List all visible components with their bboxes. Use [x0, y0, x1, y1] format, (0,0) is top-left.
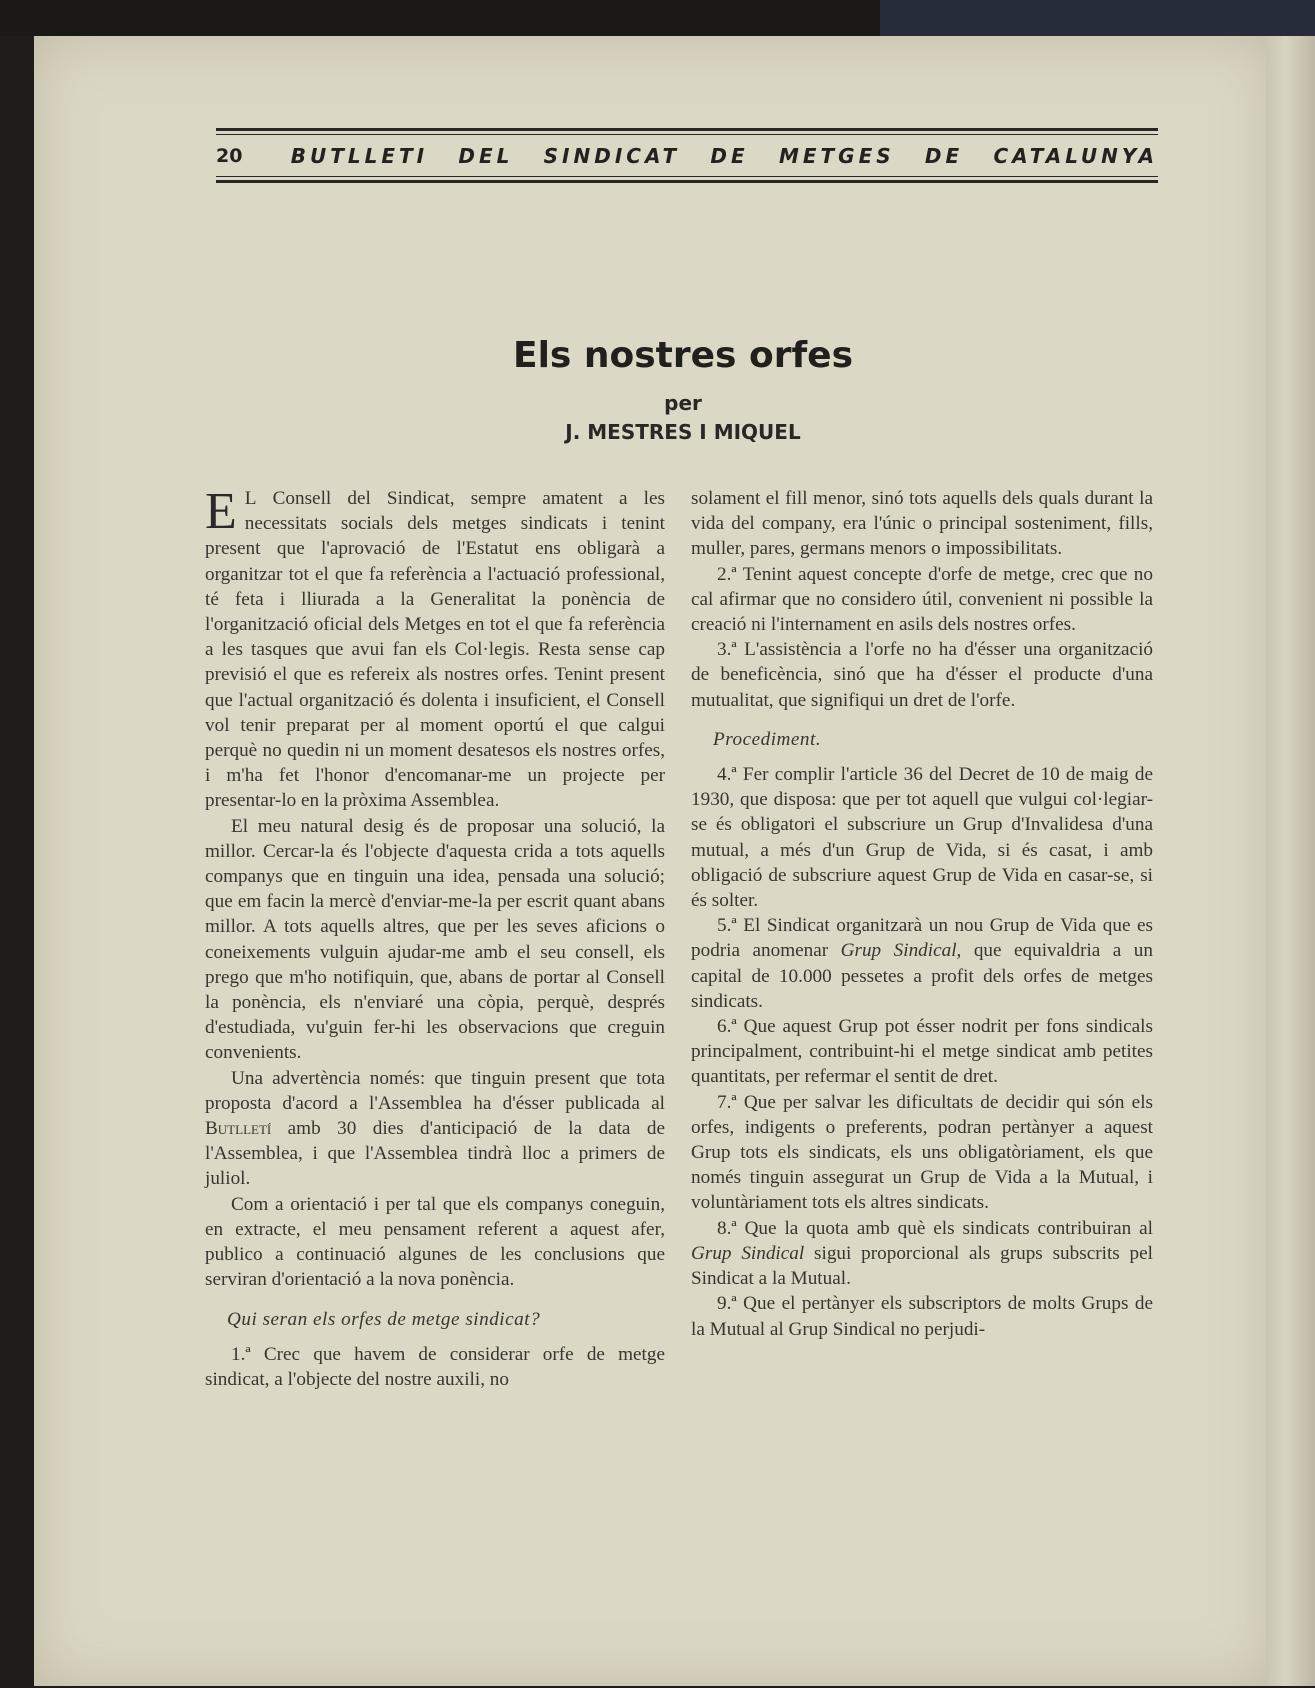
scan-top-border — [0, 0, 1315, 36]
header-word: METGES — [778, 144, 895, 168]
paragraph-text: sigui proporcional als grups subscrits pel Sindicat a la Mutual. — [691, 1242, 1153, 1290]
paragraph: solament el fill menor, sinó tots aquells dels quals durant la vida del company, era l'únic o principal sosteniment, fills, muller, pares, germans menors o impossibilitats. — [691, 488, 1153, 560]
page-number: 20 — [216, 145, 243, 167]
paragraph: 3.ª L'assistència a l'orfe no ha d'ésser una organització de beneficència, sinó que ha d'ésser el producte d'una mutualitat, que signifiqui un dret de l'orfe. — [691, 639, 1153, 711]
left-column — [205, 483, 665, 1392]
article-title: Els nostres orfes — [512, 335, 853, 376]
paragraph: 2.ª Tenint aquest concepte d'orfe de metge, crec que no cal afirmar que no considero útil, convenient ni possible la creació ni l'internament en asils dels nostres orfes. — [691, 563, 1153, 636]
byline-per: per — [664, 391, 702, 415]
butlleti-small-caps: Butlletí — [205, 1118, 272, 1140]
article-author: J. MESTRES I MIQUEL — [565, 420, 801, 444]
paragraph: 4.ª Fer complir l'article 36 del Decret de 10 de maig de 1930, que disposa: que per tot aquell que vulgui col·legiar-se és obligatori el subscriure un Grup d'Invalidesa d'una mutual, a més d'un Grup de Vida, si és casat, i amb obligació de subscriure aquest Grup de Vida en casar-se, si és solter. — [691, 764, 1153, 912]
paragraph: El meu natural desig és de proposar una solució, la millor. Cercar-la és l'objecte d'aquesta crida a tots aquells companys que en tinguin una idea, pensada una solució; que em facin la mercè d'enviar-me-la per escrit quant abans millor. A tots aquells altres, que per les seves aficions o coneixements vulguin ajudar-me amb el seu consell, els prego que m'ho notifiquin, que, abans de portar al Consell la ponència, els n'enviaré una còpia, perquè, després d'estudiada, vu'guin fer-hi les observacions que creguin convenients. — [205, 815, 665, 1064]
header-word: DE — [710, 144, 749, 168]
lead-letter: L — [244, 488, 257, 509]
paragraph: 6.ª Que aquest Grup pot ésser nodrit per fons sindicals principalment, contribuint-hi el metge sindicat amb petites quantitats, per refermar el sentit de dret. — [691, 1016, 1153, 1088]
paragraph-text: 8.ª Que la quota amb què els sindicats contribuiran al — [717, 1217, 1153, 1239]
paragraph: 7.ª Que per salvar les dificultats de decidir qui són els orfes, indigents o preferents, podran pertànyer a aquest Grup tots els sindicats, els uns obligatòriament, els que només tinguin assegurat un Grup de Vida a la Mutual, i voluntàriament tots els altres sindicats. — [691, 1091, 1153, 1214]
header-rule-top-thick — [216, 128, 1158, 131]
section-heading: Procediment. — [713, 728, 822, 750]
section-heading: Qui seran els orfes de metge sindicat? — [227, 1308, 541, 1330]
paragraph-text: amb 30 dies d'anticipació de la data de l'Assemblea, i que l'Assemblea tindrà lloc a primers de juliol. — [205, 1118, 665, 1190]
paragraph — [691, 1216, 1153, 1292]
header-rule-top-thin — [216, 134, 1158, 135]
header-word: CATALUNYA — [993, 144, 1158, 168]
scan-top-band — [880, 0, 1315, 36]
running-header — [216, 141, 1158, 171]
paragraph — [205, 483, 665, 814]
paragraph — [691, 913, 1153, 1014]
header-word: DEL — [458, 144, 514, 168]
right-column — [691, 486, 1153, 1342]
header-word: BUTLLETI — [290, 144, 429, 168]
paragraph-text: que equivaldria a un capital de 10.000 pessetes a profit dels orfes de metges sindicats. — [691, 940, 1153, 1012]
paragraph: 9.ª Que el pertànyer els subscriptors de molts Grups de la Mutual al Grup Sindical no perjudi- — [691, 1293, 1153, 1340]
header-rule-bottom-thin — [216, 176, 1158, 177]
page-fold-edge — [1266, 36, 1315, 1686]
emphasis-grup-sindical: Grup Sindical, — [840, 940, 962, 962]
paragraph-text: Consell del Sindicat, sempre amatent a les necessitats socials dels metges sindicats i tenint present que l'aprovació de l'Estatut ens obligarà a organitzar tot el que fa referència a l'actuació professional, té feta i lliurada a la Generalitat la ponència de l'organització oficial dels Metges en tot el que fa referència a les tasques que avui fan els Col·legis. Resta sense cap previsió el que es refereix als nostres orfes. Tenint present que l'actual organització és dolenta i insuficient, el Consell vol tenir preparat per al moment oportú el que calgui perquè no quedin ni un moment desatesos els nostres orfes, i m'ha fet l'honor d'encomanar-me un projecte per presentar-lo en la pròxima Assemblea. — [205, 488, 665, 812]
header-rule-bottom-thick — [216, 180, 1158, 183]
paragraph-text: Una advertència només: que tinguin present que tota proposta d'acord a l'Assemblea ha d'ésser publicada al — [205, 1067, 665, 1114]
paragraph: 1.ª Crec que havem de considerar orfe de metge sindicat, a l'objecte del nostre auxili, no — [205, 1343, 665, 1390]
header-word: DE — [924, 144, 964, 168]
paragraph: Com a orientació i per tal que els companys coneguin, en extracte, el meu pensament referent a aquest afer, publico a continuació algunes de les conclusions que serviran d'orientació a la nova ponència. — [205, 1193, 665, 1291]
emphasis-grup-sindical: Grup Sindical — [691, 1242, 805, 1264]
paragraph — [205, 1066, 665, 1192]
paragraph-text: 5.ª El Sindicat organitzarà un nou Grup de Vida que es podria anomenar — [691, 915, 1153, 962]
drop-cap: E — [205, 483, 237, 540]
header-word: SINDICAT — [543, 144, 681, 168]
